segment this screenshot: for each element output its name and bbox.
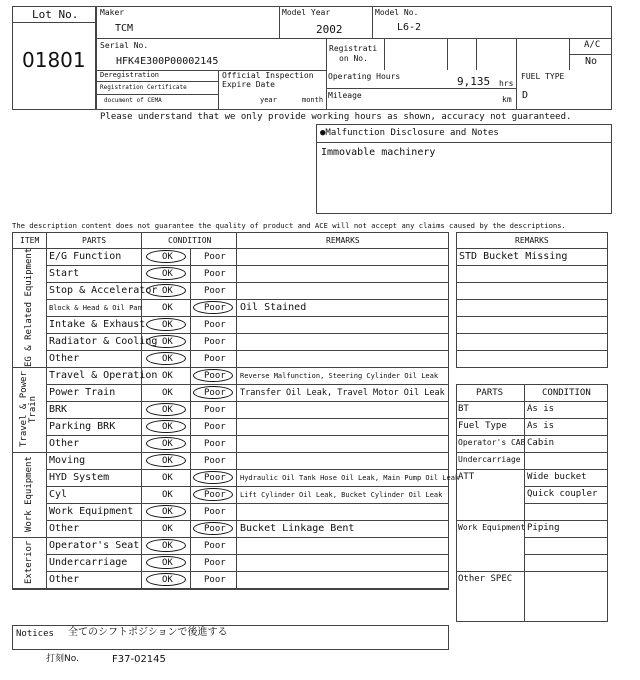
- row-part: Other: [49, 353, 80, 364]
- inspection-label: Official Inspection: [222, 71, 314, 80]
- poor-option: Poor: [204, 354, 226, 364]
- lot-label: Lot No.: [32, 8, 79, 21]
- spec-col-parts: PARTS: [476, 388, 504, 398]
- row-part: Undercarriage: [49, 557, 128, 568]
- hours-label: Operating Hours: [328, 72, 401, 81]
- fuel-label: FUEL TYPE: [521, 72, 565, 81]
- condition-circle: [146, 352, 186, 365]
- model-year-label: Model Year: [282, 8, 331, 17]
- ok-option: OK: [162, 507, 173, 517]
- ok-option: OK: [162, 388, 173, 398]
- notices-text: 全てのシフトポジションで後進する: [68, 627, 228, 638]
- col-parts: PARTS: [82, 236, 107, 245]
- condition-circle: [193, 386, 233, 399]
- row-part: Intake & Exhaust: [49, 319, 146, 330]
- spec-col-condition: CONDITION: [542, 388, 591, 398]
- row-part: Radiator & Cooling: [49, 336, 158, 347]
- model-year-value: 2002: [316, 23, 343, 36]
- spec-condition: Piping: [527, 523, 560, 533]
- spec-part: BT: [458, 404, 469, 414]
- col-remarks: REMARKS: [326, 236, 360, 245]
- poor-option: Poor: [204, 524, 226, 534]
- condition-circle: [146, 335, 186, 348]
- row-part: Operator's Seat: [49, 540, 140, 551]
- malfunction-title: ●Malfunction Disclosure and Notes: [320, 128, 499, 138]
- maker-value: TCM: [115, 23, 134, 34]
- ok-option: OK: [162, 473, 173, 483]
- ok-option: OK: [162, 354, 173, 364]
- condition-circle: [193, 471, 233, 484]
- hours-unit: hrs: [499, 79, 514, 88]
- poor-option: Poor: [204, 473, 226, 483]
- group-label: Work Equipment: [24, 456, 34, 533]
- row-part: Block & Head & Oil Pan: [49, 304, 142, 312]
- spec-condition: As is: [527, 421, 555, 431]
- ok-option: OK: [162, 422, 173, 432]
- row-remark: Oil Stained: [240, 302, 307, 313]
- row-remark: Reverse Malfunction, Steering Cylinder Oil Leak: [240, 372, 439, 380]
- poor-option: Poor: [204, 286, 226, 296]
- condition-circle: [146, 267, 186, 280]
- group-label: Travel & Power Train: [19, 371, 38, 448]
- poor-option: Poor: [204, 320, 226, 330]
- condition-circle: [146, 284, 186, 297]
- poor-option: Poor: [204, 269, 226, 279]
- row-part: Parking BRK: [49, 421, 116, 432]
- ok-option: OK: [162, 524, 173, 534]
- poor-option: Poor: [204, 405, 226, 415]
- spec-part: Operator's CAB: [458, 438, 526, 447]
- ok-option: OK: [162, 269, 173, 279]
- group-label: EG & Related Equipment: [24, 247, 34, 368]
- model-value: L6-2: [397, 22, 422, 33]
- malfunction-text: Immovable machinery: [321, 147, 436, 158]
- condition-circle: [146, 437, 186, 450]
- condition-circle: [146, 318, 186, 331]
- spec-condition: Cabin: [527, 438, 555, 448]
- row-part: Work Equipment: [49, 506, 134, 517]
- poor-option: Poor: [204, 575, 226, 585]
- ok-option: OK: [162, 490, 173, 500]
- condition-circle: [146, 403, 186, 416]
- row-part: Other: [49, 574, 80, 585]
- poor-option: Poor: [204, 507, 226, 517]
- ok-option: OK: [162, 558, 173, 568]
- ok-option: OK: [162, 303, 173, 313]
- row-remark: Bucket Linkage Bent: [240, 523, 355, 534]
- ac-value: No: [585, 56, 598, 67]
- model-label: Model No.: [375, 8, 419, 17]
- row-part: Moving: [49, 455, 86, 466]
- col-condition: CONDITION: [168, 236, 212, 245]
- condition-circle: [193, 522, 233, 535]
- spec-part: ATT: [458, 472, 475, 482]
- inspection-label-2: Expire Date: [222, 80, 275, 89]
- serial-label: Serial No.: [100, 41, 149, 50]
- condition-circle: [146, 539, 186, 552]
- row-part: BRK: [49, 404, 68, 415]
- poor-option: Poor: [204, 490, 226, 500]
- stamp-label: 打刻No.: [46, 654, 79, 664]
- row-part: HYD System: [49, 472, 110, 483]
- deregistration-label: Deregistration: [100, 71, 160, 79]
- mileage-unit: km: [502, 95, 512, 104]
- poor-option: Poor: [204, 337, 226, 347]
- condition-circle: [146, 556, 186, 569]
- ac-label: A/C: [584, 40, 601, 50]
- spec-part: Undercarriage: [458, 455, 521, 464]
- hours-value: 9,135: [457, 75, 491, 88]
- row-part: E/G Function: [49, 251, 122, 262]
- ok-option: OK: [162, 541, 173, 551]
- ok-option: OK: [162, 405, 173, 415]
- poor-option: Poor: [204, 439, 226, 449]
- row-part: Power Train: [49, 387, 116, 398]
- condition-circle: [146, 420, 186, 433]
- notices-label: Notices: [16, 629, 54, 639]
- ok-option: OK: [162, 575, 173, 585]
- row-part: Other: [49, 523, 80, 534]
- ok-option: OK: [162, 439, 173, 449]
- row-part: Start: [49, 268, 80, 279]
- spec-part: Work Equipment: [458, 523, 526, 532]
- row-part: Other: [49, 438, 80, 449]
- serial-value: HFK4E300P00002145: [116, 56, 219, 67]
- condition-circle: [193, 488, 233, 501]
- ok-option: OK: [162, 286, 173, 296]
- poor-option: Poor: [204, 456, 226, 466]
- poor-option: Poor: [204, 558, 226, 568]
- col-item: ITEM: [20, 236, 40, 245]
- condition-circle: [146, 573, 186, 586]
- row-part: Travel & Operation: [49, 370, 158, 381]
- remark-line: STD Bucket Missing: [459, 251, 568, 262]
- condition-circle: [146, 454, 186, 467]
- ok-option: OK: [162, 252, 173, 262]
- row-remark: Hydraulic Oil Tank Hose Oil Leak, Main Pump Oil Leak: [240, 474, 460, 482]
- ok-option: OK: [162, 337, 173, 347]
- condition-circle: [193, 369, 233, 382]
- month-label: month: [302, 96, 324, 104]
- spec-condition: As is: [527, 404, 555, 414]
- ok-option: OK: [162, 456, 173, 466]
- mileage-label: Mileage: [328, 91, 362, 100]
- registration-label: Registrati: [329, 44, 378, 53]
- poor-option: Poor: [204, 252, 226, 262]
- row-remark: Transfer Oil Leak, Travel Motor Oil Leak: [240, 388, 445, 398]
- hours-notice: Please understand that we only provide working hours as shown, accuracy not guaranteed.: [100, 112, 572, 122]
- poor-option: Poor: [204, 422, 226, 432]
- ok-option: OK: [162, 320, 173, 330]
- fuel-value: D: [522, 90, 529, 101]
- spec-part: Other SPEC: [458, 574, 513, 584]
- condition-circle: [146, 250, 186, 263]
- disclaimer: The description content does not guarantee the quality of product and ACE will not accept any claims caused by the descriptions.: [12, 221, 566, 230]
- row-remark: Lift Cylinder Oil Leak, Bucket Cylinder Oil Leak: [240, 491, 443, 499]
- spec-condition: Quick coupler: [527, 489, 598, 499]
- poor-option: Poor: [204, 371, 226, 381]
- lot-number: 01801: [22, 48, 86, 72]
- reg-cert-label: Registration Certificate: [100, 84, 187, 91]
- stamp-value: F37-02145: [112, 654, 166, 665]
- row-part: Stop & Accelerator: [49, 285, 158, 296]
- row-part: Cyl: [49, 489, 68, 500]
- registration-label-2: on No.: [339, 54, 368, 63]
- spec-condition: Wide bucket: [527, 472, 587, 482]
- right-remarks-title: REMARKS: [515, 236, 549, 245]
- poor-option: Poor: [204, 388, 226, 398]
- maker-label: Maker: [100, 8, 125, 17]
- condition-circle: [193, 301, 233, 314]
- condition-circle: [146, 505, 186, 518]
- poor-option: Poor: [204, 303, 226, 313]
- cema-label: document of CEMA: [104, 97, 162, 104]
- group-label: Exterior: [24, 540, 34, 585]
- spec-part: Fuel Type: [458, 421, 507, 431]
- poor-option: Poor: [204, 541, 226, 551]
- ok-option: OK: [162, 371, 173, 381]
- year-label: year: [260, 96, 277, 104]
